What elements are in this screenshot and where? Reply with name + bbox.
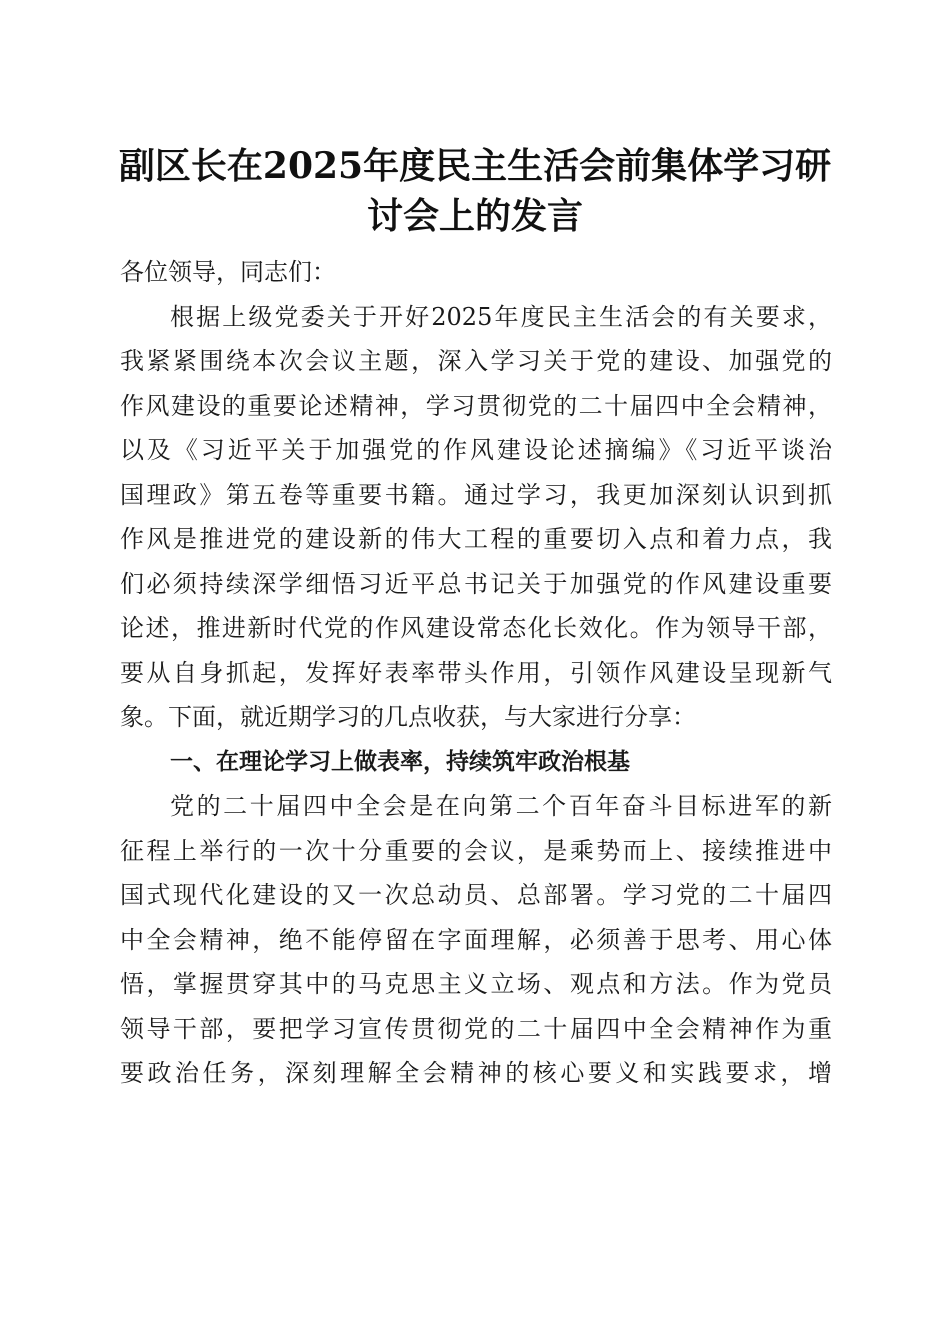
paragraph-line: 作风是推进党的建设新的伟大工程的重要切入点和着力点，我 — [120, 525, 832, 553]
paragraph-1 — [120, 295, 832, 740]
salutation: 各位领导，同志们： — [120, 258, 336, 286]
paragraph-line: 征程上举行的一次十分重要的会议，是乘势而上、接续推进中 — [120, 836, 832, 865]
paragraph-line: 以及《习近平关于加强党的作风建设论述摘编》《习近平谈治 — [120, 436, 832, 464]
paragraph-line: 根据上级党委关于开好2025年度民主生活会的有关要求， — [170, 302, 832, 331]
paragraph-line: 作风建设的重要论述精神，学习贯彻党的二十届四中全会精神， — [120, 391, 832, 420]
paragraph-line: 党的二十届四中全会是在向第二个百年奋斗目标进军的新 — [170, 792, 832, 820]
paragraph-2 — [120, 784, 832, 1096]
paragraph-line: 们必须持续深学细悟习近平总书记关于加强党的作风建设重要 — [120, 569, 832, 598]
document-title-line-1: 副区长在2025年度民主生活会前集体学习研 — [118, 145, 832, 187]
paragraph-line: 论述，推进新时代党的作风建设常态化长效化。作为领导干部， — [120, 614, 832, 642]
paragraph-line: 领导干部，要把学习宣传贯彻党的二十届四中全会精神作为重 — [120, 1014, 832, 1043]
section-heading: 一、在理论学习上做表率，持续筑牢政治根基 — [170, 748, 630, 775]
document-title-line-2: 讨会上的发言 — [366, 195, 583, 237]
paragraph-line: 国理政》第五卷等重要书籍。通过学习，我更加深刻认识到抓 — [120, 480, 832, 509]
paragraph-line: 象。下面，就近期学习的几点收获，与大家进行分享： — [120, 703, 696, 731]
paragraph-line: 国式现代化建设的又一次总动员、总部署。学习党的二十届四 — [120, 881, 832, 909]
paragraph-line: 中全会精神，绝不能停留在字面理解，必须善于思考、用心体 — [120, 925, 832, 954]
document-body — [120, 250, 832, 1096]
paragraph-line: 悟，掌握贯穿其中的马克思主义立场、观点和方法。作为党员 — [120, 970, 832, 998]
paragraph-line: 要从自身抓起，发挥好表率带头作用，引领作风建设呈现新气 — [120, 658, 832, 687]
paragraph-line: 要政治任务，深刻理解全会精神的核心要义和实践要求，增 — [120, 1059, 832, 1087]
paragraph-line: 我紧紧围绕本次会议主题，深入学习关于党的建设、加强党的 — [120, 347, 832, 375]
